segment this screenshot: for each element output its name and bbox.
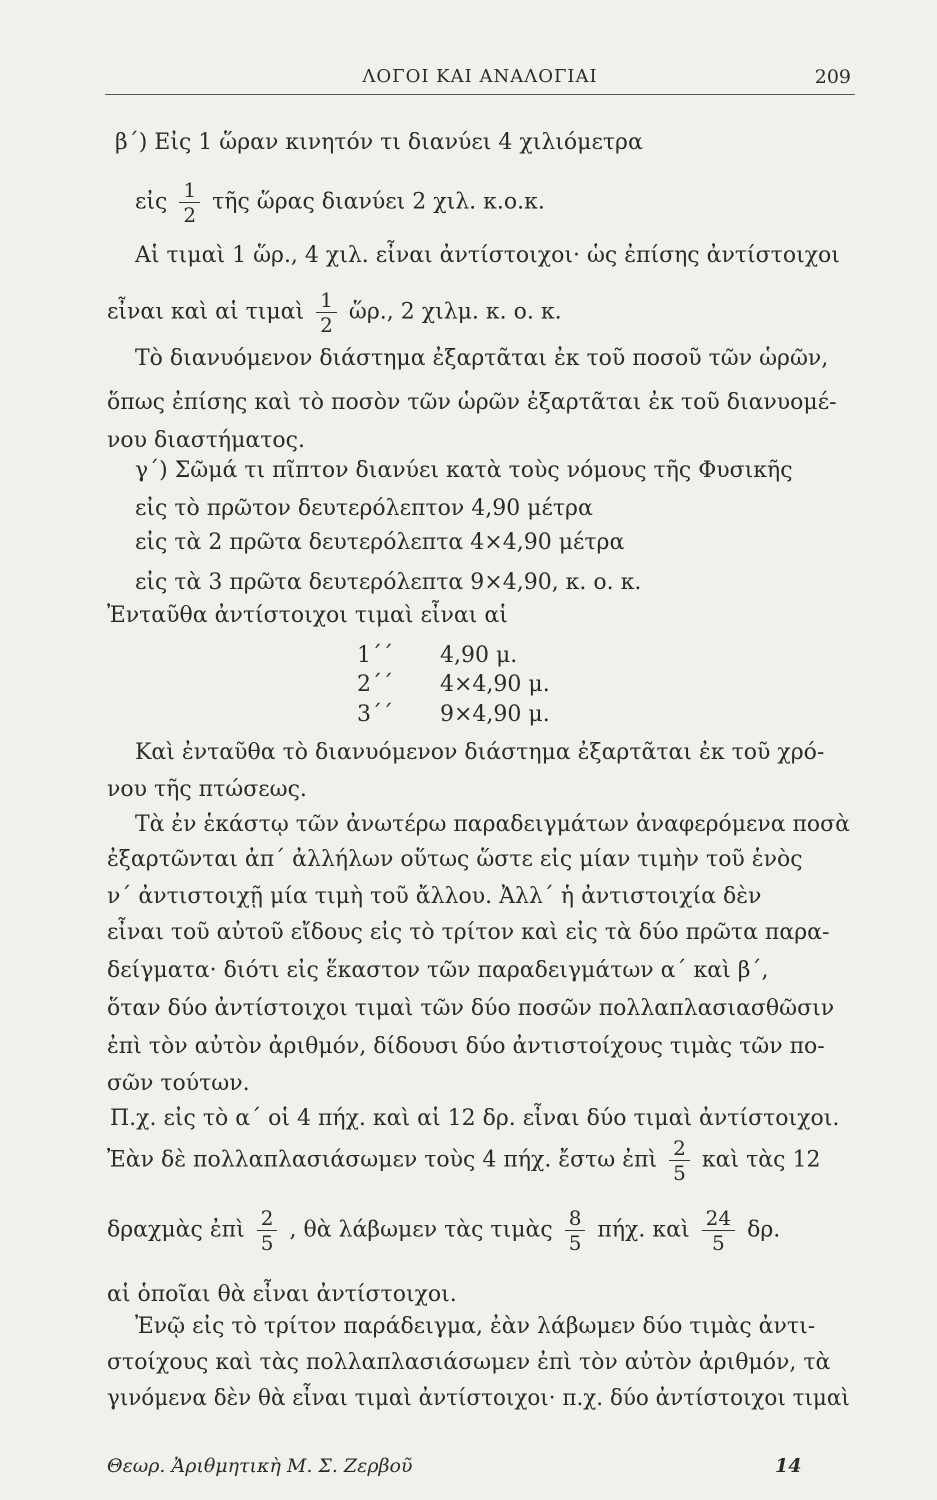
text-line: ἐξαρτῶνται ἀπ΄ ἀλλήλων οὕτως ὥστε εἰς μίαν τιμὴν τοῦ ἑνὸς: [107, 847, 803, 872]
page-number: 209: [814, 66, 851, 88]
fraction-numerator: 2: [669, 1138, 690, 1161]
distance-value: 4×4,90 μ.: [440, 672, 550, 697]
text-line: νου τῆς πτώσεως.: [107, 777, 307, 802]
text-line: εἰς τὰ 2 πρῶτα δευτερόλεπτα 4×4,90 μέτρα: [135, 530, 625, 555]
fraction-numerator: 1: [179, 180, 200, 203]
text-line: [107, 1138, 820, 1183]
text-line: σῶν τούτων.: [107, 1071, 250, 1096]
text-line: ἐπὶ τὸν αὐτὸν ἀριθμόν, δίδουσι δύο ἀντιστοίχους τιμὰς τῶν πο-: [107, 1034, 825, 1059]
text-line: εἰς τὸ πρῶτον δευτερόλεπτον 4,90 μέτρα: [135, 496, 593, 521]
text-line: Αἱ τιμαὶ 1 ὥρ., 4 χιλ. εἶναι ἀντίστοιχοι· ὡς ἐπίσης ἀντίστοιχοι: [135, 243, 840, 268]
header-title: ΛΟΓΟΙ ΚΑΙ ΑΝΑΛΟΓΙΑΙ: [362, 66, 598, 87]
time-value: 1΄΄: [357, 643, 393, 668]
distance-value: 9×4,90 μ.: [440, 702, 550, 727]
fraction-numerator: 8: [565, 1208, 586, 1231]
text-line: β΄) Εἰς 1 ὥραν κινητόν τι διανύει 4 χιλιόμετρα: [115, 130, 643, 155]
text-line: [135, 180, 545, 225]
fraction: [179, 180, 200, 225]
time-value: 2΄΄: [357, 672, 393, 697]
running-header: [105, 62, 855, 95]
fraction: [669, 1138, 690, 1183]
footer-sheet-number: 14: [775, 1455, 802, 1477]
text-span: καὶ τὰς 12: [701, 1147, 821, 1173]
text-span: ὥρ., 2 χιλμ. κ. ο. κ.: [348, 299, 562, 325]
fraction: [702, 1208, 735, 1253]
time-value: 3΄΄: [357, 702, 393, 727]
fraction-denominator: 2: [320, 313, 333, 337]
text-span: εἶναι καὶ αἱ τιμαὶ: [107, 299, 305, 325]
fraction-numerator: 24: [702, 1208, 735, 1231]
text-span: εἰς: [135, 189, 168, 215]
text-line: [107, 290, 562, 335]
text-line: δείγματα· διότι εἰς ἕκαστον τῶν παραδειγμάτων α΄ καὶ β΄,: [107, 958, 769, 983]
text-line: νου διαστήματος.: [107, 428, 305, 453]
fraction-denominator: 5: [568, 1231, 582, 1255]
text-line: [107, 1208, 780, 1253]
text-line: Ἐνῷ εἰς τὸ τρίτον παράδειγμα, ἐὰν λάβωμεν δύο τιμὰς ἀντι-: [135, 1314, 816, 1339]
fraction: [316, 290, 337, 335]
fraction-denominator: 5: [673, 1161, 686, 1185]
text-line: εἶναι τοῦ αὐτοῦ εἴδους εἰς τὸ τρίτον καὶ εἰς τὰ δύο πρῶτα παρα-: [107, 920, 830, 945]
text-line: γ΄) Σῶμά τι πῖπτον διανύει κατὰ τοὺς νόμους τῆς Φυσικῆς: [135, 458, 793, 483]
fraction-denominator: 5: [711, 1231, 725, 1255]
text-line: Τὸ διανυόμενον διάστημα ἐξαρτᾶται ἐκ τοῦ ποσοῦ τῶν ὡρῶν,: [135, 346, 829, 371]
fraction-numerator: 1: [316, 290, 337, 313]
text-span: τῆς ὥρας διανύει 2 χιλ. κ.ο.κ.: [212, 189, 545, 215]
fraction: [257, 1208, 278, 1253]
text-line: Ἐνταῦθα ἀντίστοιχοι τιμαὶ εἶναι αἱ: [107, 603, 508, 628]
fraction-denominator: 2: [183, 203, 197, 227]
text-span: δραχμὰς ἐπὶ: [107, 1217, 245, 1243]
fraction-numerator: 2: [257, 1208, 278, 1231]
text-line: εἰς τὰ 3 πρῶτα δευτερόλεπτα 9×4,90, κ. ο. κ.: [135, 570, 642, 595]
fraction-denominator: 5: [260, 1231, 274, 1255]
text-line: Π.χ. εἰς τὸ α΄ οἱ 4 πήχ. καὶ αἱ 12 δρ. εἶναι δύο τιμαὶ ἀντίστοιχοι.: [110, 1106, 840, 1131]
text-line: στοίχους καὶ τὰς πολλαπλασιάσωμεν ἐπὶ τὸν αὐτὸν ἀριθμόν, τὰ: [107, 1350, 831, 1375]
text-line: ὅταν δύο ἀντίστοιχοι τιμαὶ τῶν δύο ποσῶν πολλαπλασιασθῶσιν: [107, 996, 835, 1021]
text-line: γινόμενα δὲν θὰ εἶναι τιμαὶ ἀντίστοιχοι· π.χ. δύο ἀντίστοιχοι τιμαὶ: [107, 1386, 850, 1411]
text-span: πήχ. καὶ: [597, 1217, 690, 1243]
text-line: ν΄ ἀντιστοιχῇ μία τιμὴ τοῦ ἄλλου. Ἀλλ΄ ἡ ἀντιστοιχία δὲν: [107, 884, 762, 909]
text-line: ὅπως ἐπίσης καὶ τὸ ποσὸν τῶν ὡρῶν ἐξαρτᾶται ἐκ τοῦ διανυομέ-: [107, 390, 837, 415]
distance-value: 4,90 μ.: [440, 643, 518, 668]
text-span: , θὰ λάβωμεν τὰς τιμὰς: [289, 1217, 553, 1243]
text-line: Καὶ ἐνταῦθα τὸ διανυόμενον διάστημα ἐξαρτᾶται ἐκ τοῦ χρό-: [135, 740, 825, 765]
text-line: Τὰ ἐν ἑκάστῳ τῶν ἀνωτέρω παραδειγμάτων ἀναφερόμενα ποσὰ: [135, 812, 850, 837]
text-span: δρ.: [747, 1217, 781, 1243]
fraction: [565, 1208, 586, 1253]
text-span: Ἐὰν δὲ πολλαπλασιάσωμεν τοὺς 4 πήχ. ἔστω ἐπὶ: [107, 1147, 658, 1173]
footer-signature: Θεωρ. Ἀριθμητικὴ Μ. Σ. Ζερβοῦ: [107, 1455, 413, 1477]
text-line: αἱ ὁποῖαι θὰ εἶναι ἀντίστοιχοι.: [107, 1282, 457, 1307]
